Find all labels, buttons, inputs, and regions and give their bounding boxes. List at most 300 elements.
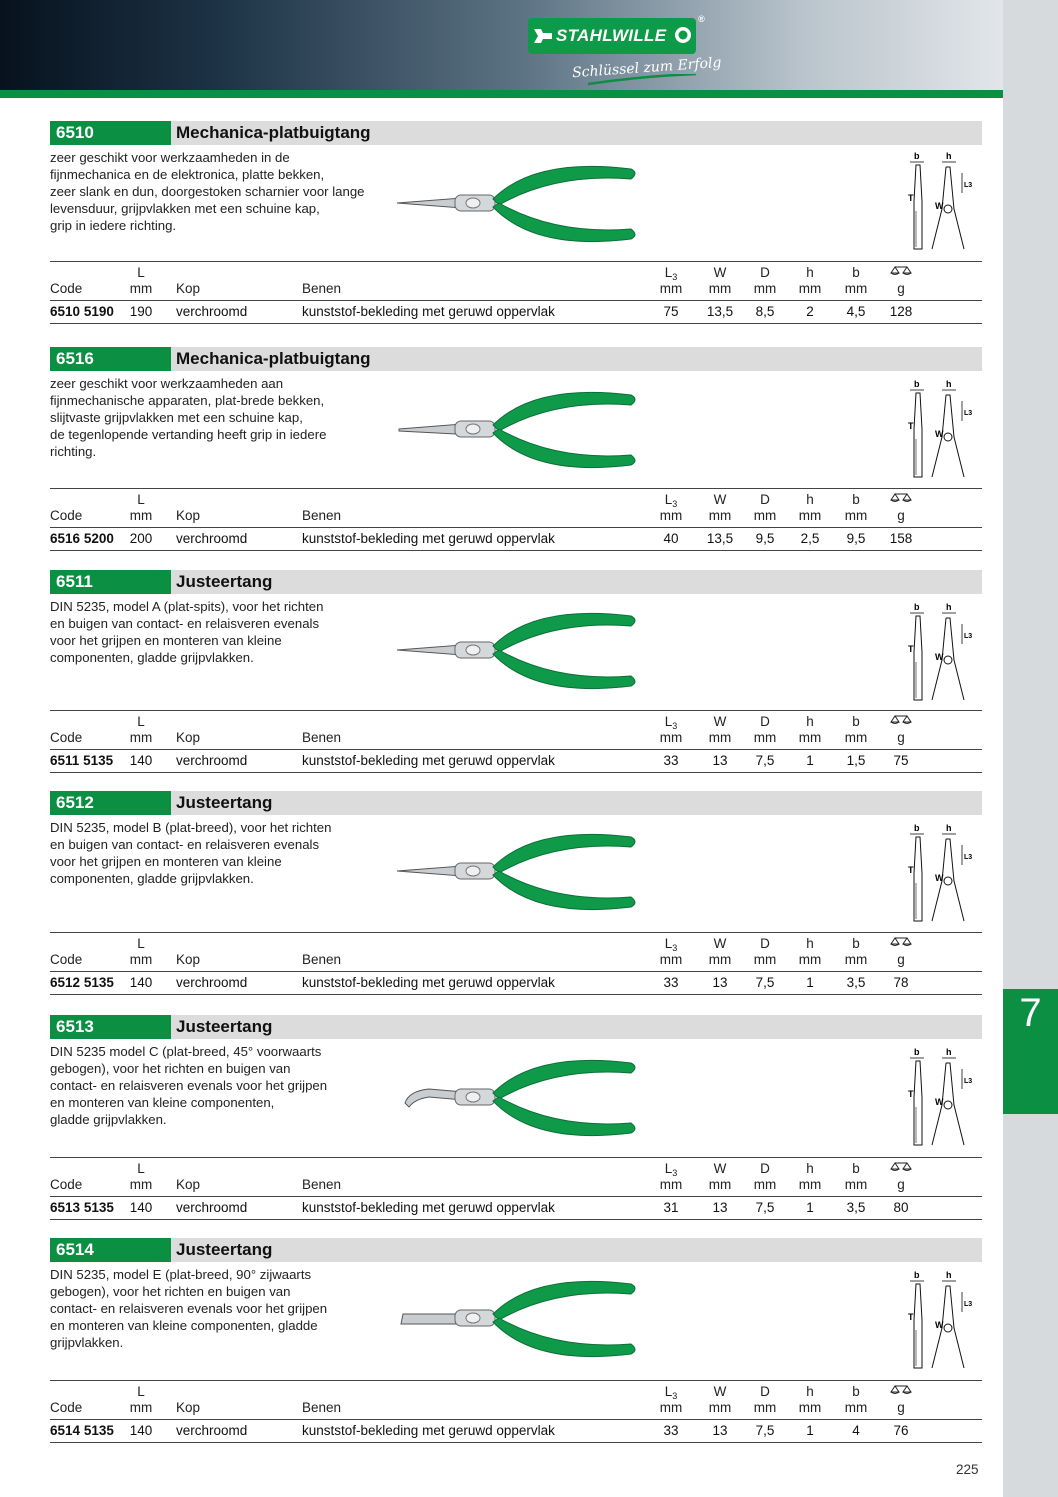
col-d: D	[760, 492, 770, 507]
col-b-unit: mm	[844, 1400, 868, 1415]
product-description	[50, 1266, 390, 1351]
dimension-diagram	[908, 823, 978, 923]
spec-header	[50, 489, 982, 528]
col-handles: Benen	[302, 1177, 342, 1192]
table-row	[50, 301, 982, 323]
col-l3	[651, 492, 691, 509]
col-weight-unit: g	[897, 1400, 905, 1415]
table-row	[50, 972, 982, 994]
section-title-bar	[50, 791, 982, 815]
col-w-unit: mm	[708, 730, 732, 745]
col-d: D	[760, 1384, 770, 1399]
col-l3-letter: L	[664, 1384, 673, 1399]
cell-length: 190	[129, 304, 153, 319]
section-title-bar	[50, 1015, 982, 1039]
col-handles: Benen	[302, 730, 342, 745]
product-number: 6510	[50, 121, 171, 145]
svg-text:h: h	[946, 379, 952, 389]
spec-header	[50, 711, 982, 750]
section-title-bar	[50, 121, 982, 145]
col-weight-unit: g	[897, 508, 905, 523]
svg-text:W: W	[935, 652, 944, 662]
table-row	[50, 1420, 982, 1442]
spec-header	[50, 933, 982, 972]
description-line: grijpvlakken.	[50, 1335, 124, 1350]
svg-text:b: b	[914, 1047, 920, 1057]
product-description	[50, 1043, 390, 1128]
scale-icon	[881, 1384, 921, 1399]
svg-text:L3: L3	[964, 1078, 973, 1085]
col-d-unit: mm	[753, 508, 777, 523]
product-section	[50, 1238, 982, 1438]
description-line: contact- en relaisveren evenals voor het grijpen	[50, 1078, 328, 1093]
spec-header	[50, 1381, 982, 1420]
description-line: fijnmechanica en de elektronica, platte bekken,	[50, 167, 325, 182]
cell-l3: 31	[663, 1200, 679, 1215]
svg-text:T: T	[908, 1312, 914, 1322]
col-b-unit: mm	[844, 281, 868, 296]
col-h: h	[806, 492, 814, 507]
col-w-unit: mm	[708, 1400, 732, 1415]
product-title: Justeertang	[176, 1240, 273, 1259]
col-l3-letter: L	[664, 1161, 673, 1176]
svg-text:b: b	[914, 823, 920, 833]
cell-b: 3,5	[846, 1200, 866, 1215]
svg-text:T: T	[908, 644, 914, 654]
product-description	[50, 819, 390, 887]
svg-text:W: W	[935, 429, 944, 439]
col-w: W	[713, 492, 727, 507]
col-length: L	[137, 265, 145, 280]
product-description	[50, 598, 390, 666]
svg-text:b: b	[914, 379, 920, 389]
product-section	[50, 570, 982, 768]
col-w-unit: mm	[708, 281, 732, 296]
wrench-icon	[533, 27, 553, 45]
plier-image	[395, 385, 645, 475]
product-section	[50, 1015, 982, 1215]
col-l3-letter: L	[664, 936, 673, 951]
col-code: Code	[50, 730, 83, 745]
col-b: b	[852, 265, 860, 280]
svg-text:h: h	[946, 1270, 952, 1280]
col-l3	[651, 1161, 691, 1178]
col-handles: Benen	[302, 1400, 342, 1415]
page-number: 225	[956, 1462, 979, 1477]
cell-w: 13	[712, 1200, 728, 1215]
cell-length: 140	[129, 753, 153, 768]
scale-icon	[881, 265, 921, 280]
product-number: 6513	[50, 1015, 171, 1039]
col-l3-sub: 3	[672, 721, 678, 731]
cell-weight: 80	[893, 1200, 909, 1215]
description-line: componenten, gladde grijpvlakken.	[50, 650, 254, 665]
product-description	[50, 149, 390, 234]
spec-table	[50, 261, 982, 324]
col-h: h	[806, 714, 814, 729]
cell-head: verchroomd	[176, 753, 248, 768]
col-handles: Benen	[302, 952, 342, 967]
svg-text:L3: L3	[964, 182, 973, 189]
product-section	[50, 791, 982, 990]
plier-image	[395, 1274, 645, 1364]
col-head: Kop	[176, 281, 201, 296]
stahlwille-logo	[528, 14, 705, 54]
cell-h: 1	[806, 753, 814, 768]
col-weight-unit: g	[897, 952, 905, 967]
cell-w: 13	[712, 1423, 728, 1438]
col-length: L	[137, 492, 145, 507]
col-w: W	[713, 1161, 727, 1176]
plier-image	[395, 1053, 645, 1143]
col-w-unit: mm	[708, 1177, 732, 1192]
col-head: Kop	[176, 1177, 201, 1192]
col-length: L	[137, 714, 145, 729]
chapter-number: 7	[1019, 991, 1042, 1035]
spec-table	[50, 1157, 982, 1220]
col-code: Code	[50, 508, 83, 523]
description-line: DIN 5235, model B (plat-breed), voor het richten	[50, 820, 332, 835]
col-length-unit: mm	[129, 508, 153, 523]
col-l3	[651, 1384, 691, 1401]
col-b: b	[852, 1384, 860, 1399]
cell-w: 13,5	[706, 531, 734, 546]
cell-h: 1	[806, 975, 814, 990]
section-title-bar	[50, 570, 982, 594]
cell-b: 3,5	[846, 975, 866, 990]
product-section	[50, 347, 982, 546]
svg-text:b: b	[914, 1270, 920, 1280]
col-d: D	[760, 936, 770, 951]
svg-text:h: h	[946, 1047, 952, 1057]
cell-d: 7,5	[755, 1200, 775, 1215]
description-line: zeer geschikt voor werkzaamheden aan	[50, 376, 284, 391]
col-h-unit: mm	[798, 508, 822, 523]
cell-weight: 76	[893, 1423, 909, 1438]
col-l3-sub: 3	[672, 1168, 678, 1178]
cell-head: verchroomd	[176, 975, 248, 990]
plier-image	[395, 827, 645, 917]
col-l3-unit: mm	[659, 1177, 683, 1192]
col-b: b	[852, 1161, 860, 1176]
cell-b: 9,5	[846, 531, 866, 546]
spec-header	[50, 262, 982, 301]
col-d-unit: mm	[753, 730, 777, 745]
article-code-suffix: 5135	[83, 975, 114, 990]
article-code-prefix: 6511	[50, 753, 80, 768]
col-d-unit: mm	[753, 1177, 777, 1192]
col-h-unit: mm	[798, 1177, 822, 1192]
cell-d: 8,5	[755, 304, 775, 319]
cell-w: 13,5	[706, 304, 734, 319]
cell-head: verchroomd	[176, 1423, 248, 1438]
svg-text:T: T	[908, 1089, 914, 1099]
description-line: en buigen van contact- en relaisveren evenals	[50, 837, 320, 852]
article-code-suffix: 5135	[83, 1200, 114, 1215]
cell-h: 1	[806, 1200, 814, 1215]
product-number: 6516	[50, 347, 171, 371]
description-line: de tegenlopende vertanding heeft grip in iedere	[50, 427, 327, 442]
article-code-prefix: 6512	[50, 975, 81, 990]
right-sidebar	[1003, 0, 1058, 1497]
cell-length: 200	[129, 531, 153, 546]
plier-image	[395, 159, 645, 249]
description-line: en monteren van kleine componenten, gladde	[50, 1318, 318, 1333]
article-code	[50, 1423, 114, 1438]
col-weight-unit: g	[897, 730, 905, 745]
col-d: D	[760, 1161, 770, 1176]
article-code	[50, 531, 114, 546]
col-l3-unit: mm	[659, 730, 683, 745]
col-code: Code	[50, 1177, 83, 1192]
spec-table	[50, 1380, 982, 1443]
description-line: componenten, gladde grijpvlakken.	[50, 871, 254, 886]
col-l3-sub: 3	[672, 1391, 678, 1401]
svg-text:W: W	[935, 201, 944, 211]
product-title: Justeertang	[176, 793, 273, 812]
svg-text:T: T	[908, 865, 914, 875]
svg-text:b: b	[914, 151, 920, 161]
section-title-bar	[50, 347, 982, 371]
article-code-suffix: 5190	[83, 304, 114, 319]
spec-header	[50, 1158, 982, 1197]
svg-text:W: W	[935, 1320, 944, 1330]
cell-w: 13	[712, 975, 728, 990]
table-row	[50, 528, 982, 550]
logo-text: STAHLWILLE	[556, 26, 667, 45]
col-l3-sub: 3	[672, 499, 678, 509]
col-d-unit: mm	[753, 952, 777, 967]
cell-handles: kunststof-bekleding met geruwd oppervlak	[302, 1200, 555, 1215]
col-w: W	[713, 265, 727, 280]
cell-handles: kunststof-bekleding met geruwd oppervlak	[302, 975, 555, 990]
svg-text:b: b	[914, 602, 920, 612]
svg-text:W: W	[935, 873, 944, 883]
scale-icon	[881, 714, 921, 729]
cell-head: verchroomd	[176, 304, 248, 319]
col-length: L	[137, 1161, 145, 1176]
cell-d: 7,5	[755, 1423, 775, 1438]
article-code-prefix: 6513	[50, 1200, 81, 1215]
cell-h: 2	[806, 304, 814, 319]
col-w-unit: mm	[708, 952, 732, 967]
slogan: Schlüssel zum Erfolg	[571, 54, 722, 82]
svg-text:h: h	[946, 151, 952, 161]
spec-table	[50, 488, 982, 551]
description-line: en buigen van contact- en relaisveren evenals	[50, 616, 320, 631]
col-head: Kop	[176, 1400, 201, 1415]
col-l3-letter: L	[664, 265, 673, 280]
dimension-diagram	[908, 1047, 978, 1147]
col-head: Kop	[176, 508, 201, 523]
col-head: Kop	[176, 952, 201, 967]
article-code	[50, 975, 114, 990]
description-line: slijtvaste grijpvlakken met een schuine kap,	[50, 410, 303, 425]
svg-text:L3: L3	[964, 1301, 973, 1308]
col-l3-sub: 3	[672, 943, 678, 953]
col-d-unit: mm	[753, 1400, 777, 1415]
cell-handles: kunststof-bekleding met geruwd oppervlak	[302, 531, 555, 546]
svg-text:h: h	[946, 823, 952, 833]
swoosh-icon	[588, 74, 698, 86]
dimension-diagram	[908, 1270, 978, 1370]
cell-l3: 75	[663, 304, 679, 319]
product-title: Justeertang	[176, 1017, 273, 1036]
col-b-unit: mm	[844, 508, 868, 523]
product-number: 6512	[50, 791, 171, 815]
col-h-unit: mm	[798, 281, 822, 296]
description-line: levensduur, grijpvlakken met een schuine kap,	[50, 201, 320, 216]
col-w: W	[713, 714, 727, 729]
col-l3-unit: mm	[659, 1400, 683, 1415]
description-line: en monteren van kleine componenten,	[50, 1095, 275, 1110]
svg-text:L3: L3	[964, 854, 973, 861]
product-number: 6514	[50, 1238, 171, 1262]
cell-b: 1,5	[846, 753, 866, 768]
product-section	[50, 121, 982, 319]
col-handles: Benen	[302, 281, 342, 296]
cell-l3: 33	[663, 1423, 679, 1438]
description-line: zeer geschikt voor werkzaamheden in de	[50, 150, 290, 165]
description-line: gladde grijpvlakken.	[50, 1112, 167, 1127]
article-code-suffix: 5135	[83, 753, 114, 768]
col-l3-sub: 3	[672, 272, 678, 282]
col-l3-letter: L	[664, 714, 673, 729]
dimension-diagram	[908, 379, 978, 479]
col-h-unit: mm	[798, 952, 822, 967]
cell-w: 13	[712, 753, 728, 768]
description-line: richting.	[50, 444, 97, 459]
cell-weight: 78	[893, 975, 909, 990]
col-w: W	[713, 936, 727, 951]
col-d: D	[760, 714, 770, 729]
cell-weight: 158	[889, 531, 913, 546]
col-code: Code	[50, 281, 83, 296]
cell-handles: kunststof-bekleding met geruwd oppervlak	[302, 1423, 555, 1438]
cell-length: 140	[129, 1423, 153, 1438]
description-line: grip in iedere richting.	[50, 218, 177, 233]
cell-head: verchroomd	[176, 1200, 248, 1215]
description-line: gebogen), voor het richten en buigen van	[50, 1061, 291, 1076]
col-code: Code	[50, 952, 83, 967]
svg-text:L3: L3	[964, 633, 973, 640]
dimension-diagram	[908, 602, 978, 702]
col-handles: Benen	[302, 508, 342, 523]
scale-icon	[881, 1161, 921, 1176]
article-code	[50, 304, 114, 319]
description-line: gebogen), voor het richten en buigen van	[50, 1284, 291, 1299]
col-l3-unit: mm	[659, 508, 683, 523]
svg-text:T: T	[908, 421, 914, 431]
col-length-unit: mm	[129, 1400, 153, 1415]
article-code	[50, 753, 113, 768]
plier-image	[395, 606, 645, 696]
col-h: h	[806, 265, 814, 280]
col-w-unit: mm	[708, 508, 732, 523]
svg-text:T: T	[908, 193, 914, 203]
col-w: W	[713, 1384, 727, 1399]
cell-length: 140	[129, 975, 153, 990]
description-line: zeer slank en dun, doorgestoken scharnier voor lange	[50, 184, 365, 199]
col-l3-unit: mm	[659, 952, 683, 967]
article-code-suffix: 5200	[83, 531, 114, 546]
col-weight-unit: g	[897, 1177, 905, 1192]
product-title: Mechanica-platbuigtang	[176, 349, 371, 368]
description-line: voor het grijpen en monteren van kleine	[50, 633, 282, 648]
col-head: Kop	[176, 730, 201, 745]
cell-weight: 75	[893, 753, 909, 768]
col-h: h	[806, 1384, 814, 1399]
description-line: DIN 5235, model E (plat-breed, 90° zijwaarts	[50, 1267, 312, 1282]
col-weight-unit: g	[897, 281, 905, 296]
article-code-prefix: 6516	[50, 531, 81, 546]
ring-icon	[674, 24, 692, 46]
col-l3	[651, 714, 691, 731]
cell-d: 7,5	[755, 975, 775, 990]
registered-mark: ®	[698, 14, 705, 24]
cell-b: 4	[852, 1423, 860, 1438]
cell-l3: 40	[663, 531, 679, 546]
cell-head: verchroomd	[176, 531, 248, 546]
col-d-unit: mm	[753, 281, 777, 296]
cell-h: 2,5	[800, 531, 820, 546]
page-header	[0, 0, 1003, 90]
cell-handles: kunststof-bekleding met geruwd oppervlak	[302, 753, 555, 768]
spec-table	[50, 932, 982, 995]
article-code-suffix: 5135	[83, 1423, 114, 1438]
cell-l3: 33	[663, 753, 679, 768]
product-title: Mechanica-platbuigtang	[176, 123, 371, 142]
col-b: b	[852, 492, 860, 507]
col-h: h	[806, 936, 814, 951]
description-line: voor het grijpen en monteren van kleine	[50, 854, 282, 869]
header-stripe	[0, 90, 1003, 98]
scale-icon	[881, 936, 921, 951]
article-code-prefix: 6514	[50, 1423, 81, 1438]
dimension-diagram	[908, 151, 978, 251]
article-code-prefix: 6510	[50, 304, 81, 319]
svg-text:L3: L3	[964, 410, 973, 417]
col-d: D	[760, 265, 770, 280]
col-b-unit: mm	[844, 1177, 868, 1192]
svg-text:W: W	[935, 1097, 944, 1107]
col-b-unit: mm	[844, 952, 868, 967]
col-length: L	[137, 1384, 145, 1399]
chapter-tab[interactable]	[1003, 989, 1058, 1114]
description-line: DIN 5235 model C (plat-breed, 45° voorwaarts	[50, 1044, 322, 1059]
col-h-unit: mm	[798, 1400, 822, 1415]
col-l3	[651, 936, 691, 953]
col-h-unit: mm	[798, 730, 822, 745]
cell-weight: 128	[889, 304, 913, 319]
table-row	[50, 1197, 982, 1219]
section-title-bar	[50, 1238, 982, 1262]
spec-table	[50, 710, 982, 773]
col-l3-unit: mm	[659, 281, 683, 296]
product-description	[50, 375, 390, 460]
col-length: L	[137, 936, 145, 951]
cell-b: 4,5	[846, 304, 866, 319]
col-b: b	[852, 714, 860, 729]
cell-length: 140	[129, 1200, 153, 1215]
article-code	[50, 1200, 114, 1215]
cell-d: 9,5	[755, 531, 775, 546]
scale-icon	[881, 492, 921, 507]
description-line: DIN 5235, model A (plat-spits), voor het richten	[50, 599, 324, 614]
col-length-unit: mm	[129, 281, 153, 296]
col-code: Code	[50, 1400, 83, 1415]
product-number: 6511	[50, 570, 171, 594]
